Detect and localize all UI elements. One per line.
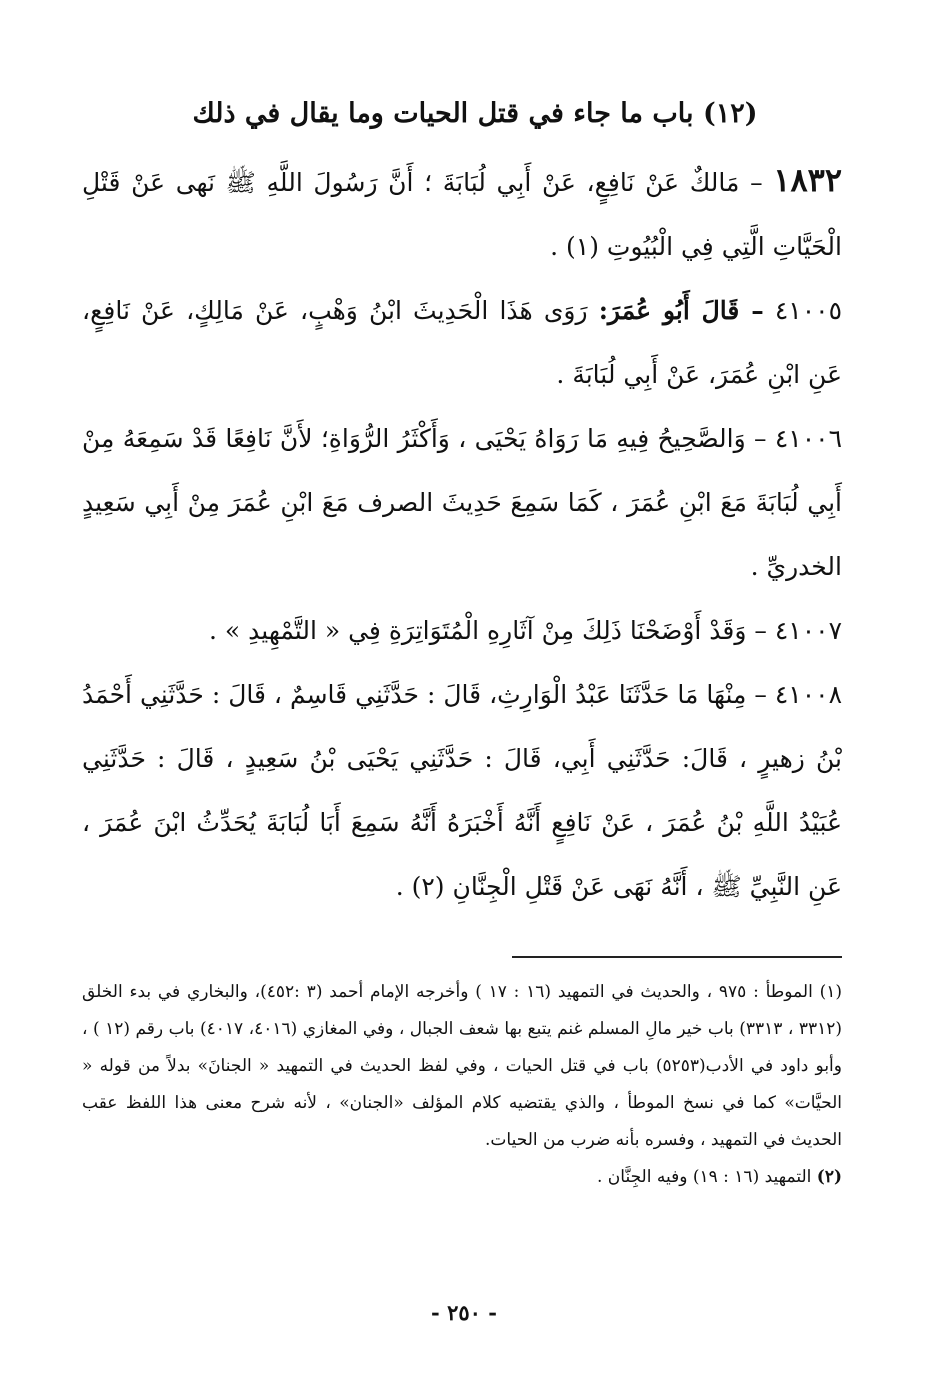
paragraph-text: – وَالصَّحِيحُ فِيهِ مَا رَوَاهُ يَحْيَى ، وَأَكْثَرُ الرُّوَاةِ؛ لأَنَّ نَافِعًا قَدْ سَمِعَهُ مِنْ أَبِي لُبَابَةَ مَعَ ابْنِ عُمَرَ ، كَمَا سَمِعَ حَدِيثَ الصرف مَعَ ابْنِ عُمَرَ مِنْ أَبِي سَعِيدٍ الخدريِّ . bbox=[82, 424, 842, 581]
hadith-text: – مَالكٌ عَنْ نَافِعٍ، عَنْ أَبِي لُبَابَةَ ؛ أَنَّ رَسُولَ اللَّهِ ﷺ نَهى عَنْ قَتْلِ الْحَيَّاتِ الَّتِي فِي الْبُيُوتِ (١) . bbox=[82, 168, 842, 261]
main-text bbox=[82, 148, 842, 919]
paragraph-41008 bbox=[82, 663, 842, 919]
footnote-divider bbox=[512, 956, 842, 958]
paragraph-bold-lead: – قَالَ أَبُو عُمَرَ: bbox=[598, 296, 764, 325]
footnote-1 bbox=[82, 974, 842, 1159]
page-number: - ٢٥٠ - bbox=[431, 1300, 497, 1325]
paragraph-text: – وَقَدْ أَوْضَحْنَا ذَلِكَ مِنْ آثَارِهِ الْمُتَوَاتِرَةِ فِي « التَّمْهِيدِ » . bbox=[209, 616, 767, 645]
chapter-heading: (١٢) باب ما جاء في قتل الحيات وما يقال في ذلك bbox=[192, 98, 758, 129]
paragraph-41006 bbox=[82, 407, 842, 599]
footnotes bbox=[82, 974, 842, 1196]
footnote-text: التمهيد (١٦ : ١٩) وفيه الجِنَّان . bbox=[596, 1167, 812, 1187]
footnote-text: الموطأ : ٩٧٥ ، والحديث في التمهيد (١٦ : ١٧ ) وأخرجه الإمام أحمد (٣ :٤٥٢)، والبخاري في بدء الخلق (٣٣١٢ ، ٣٣١٣) باب خير مالِ المسلم غنم يتبع بها شعف الجبال ، وفي المغازي (٤٠١٦، ٤٠١٧) باب رقم (١٢ ) ، وأبو داود في الأدب(٥٢٥٣) باب في قتل الحيات ، وفي لفظ الحديث في التمهيد « الجنانَ» بدلاً من قوله « الحيَّات» كما في نسخ الموطأ ، والذي يقتضيه كلام المؤلف «الجنان» ، لأنه شرح معنى هذا اللفظ عقب الحديث في التمهيد ، وفسره بأنه ضرب من الحيات. bbox=[82, 982, 842, 1150]
hadith-number: ١٨٣٢ bbox=[773, 161, 842, 199]
footnote-marker: (٢) bbox=[816, 1167, 842, 1187]
paragraph-number: ٤١٠٠٧ bbox=[774, 616, 842, 645]
paragraph-text: رَوَى هَذَا الْحَدِيثَ ابْنُ وَهْبٍ، عَنْ مَالِكٍ، عَنْ نَافِعٍ، عَنِ ابْنِ عُمَرَ، عَنْ أَبِي لُبَابَةَ . bbox=[82, 296, 842, 389]
paragraph-41007 bbox=[82, 599, 842, 663]
paragraph-text: – مِنْهَا مَا حَدَّثَنَا عَبْدُ الْوَارِثِ، قَالَ : حَدَّثَنِي قَاسِمٌ ، قَالَ : حَدَّثَنِي أَحْمَدُ بْنُ زهيرٍ ، قَالَ: حَدَّثَنِي أَبِي، قَالَ : حَدَّثَنِي يَحْيَى بْنُ سَعِيدٍ ، قَالَ : حَدَّثَنِي عُبَيْدُ اللَّهِ بْنُ عُمَرَ ، عَنْ نَافِعٍ أَنَّهُ أَخْبَرَهُ أَنَّهُ سَمِعَ أَبَا لُبَابَةَ يُحَدِّثُ ابْنَ عُمَرَ ، عَنِ النَّبِيِّ ﷺ ، أَنَّهُ نَهَى عَنْ قَتْلِ الْجِنَّانِ (٢) . bbox=[82, 680, 842, 901]
paragraph-number: ٤١٠٠٨ bbox=[774, 680, 843, 709]
hadith-paragraph bbox=[82, 148, 842, 279]
footnote-2 bbox=[82, 1159, 842, 1196]
footnote-marker: (١) bbox=[819, 982, 842, 1002]
paragraph-number: ٤١٠٠٦ bbox=[774, 424, 842, 453]
paragraph-number: ٤١٠٠٥ bbox=[774, 296, 843, 325]
paragraph-41005 bbox=[82, 279, 842, 407]
